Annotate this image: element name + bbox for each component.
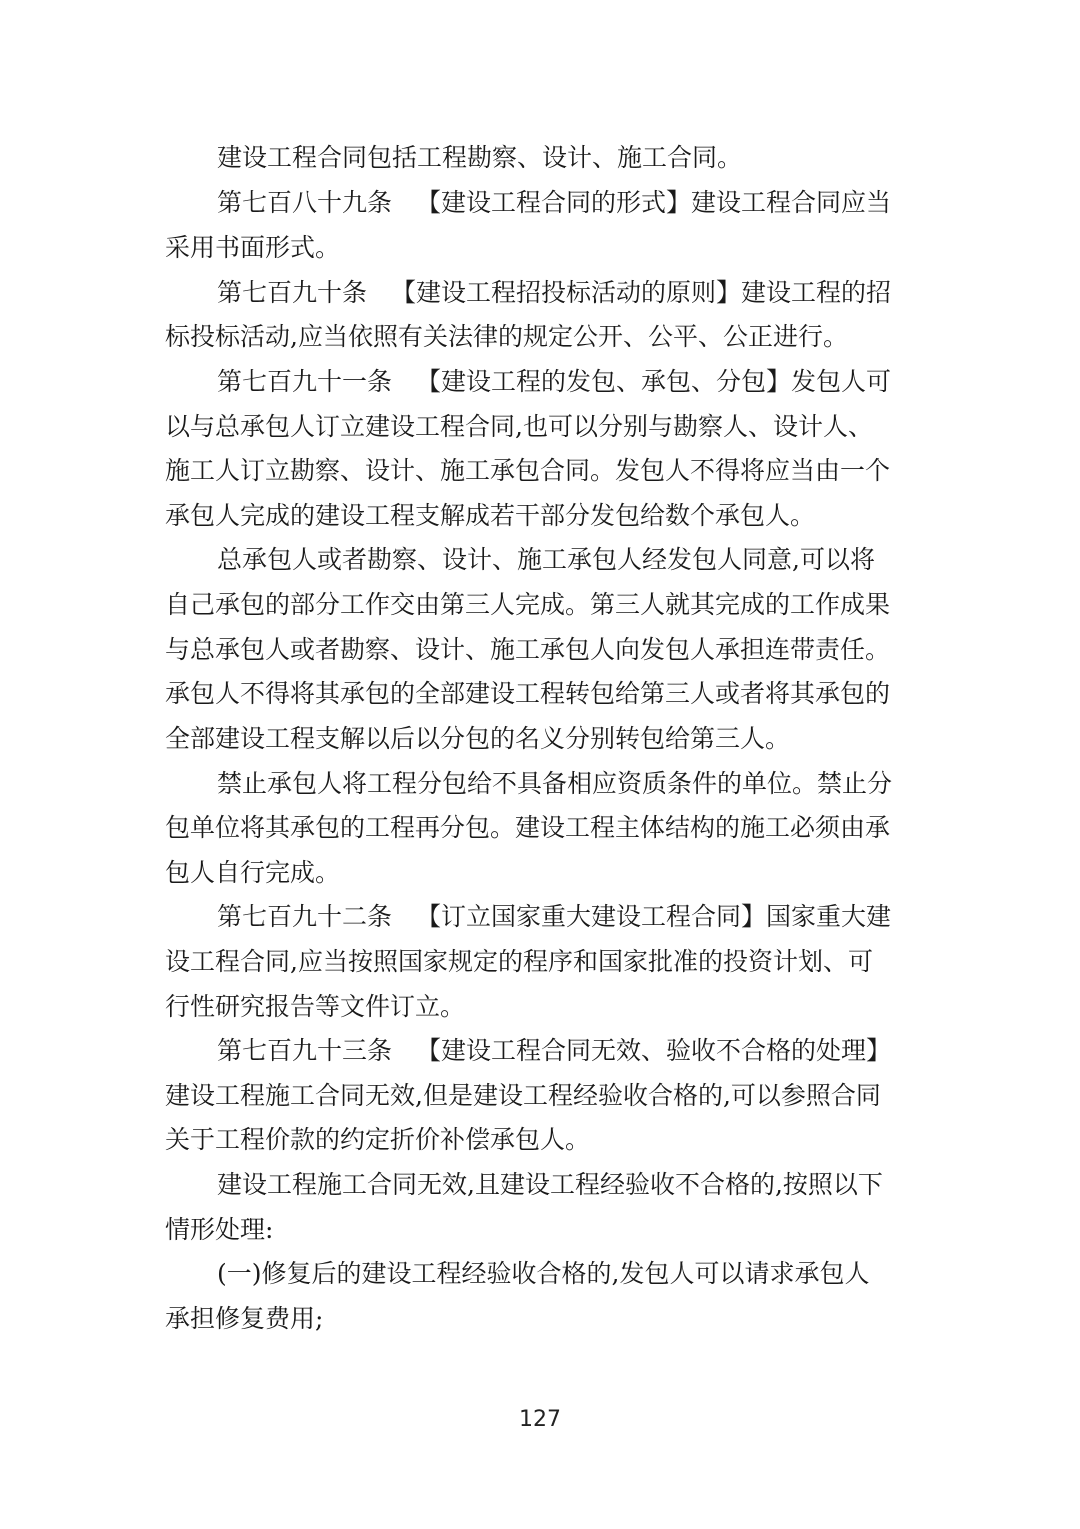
text-line: 总承包人或者勘察、设计、施工承包人经发包人同意,可以将: [217, 545, 875, 574]
article-title: 【建设工程的发包、承包、分包】发包人可: [416, 367, 892, 396]
text-line: 自己承包的部分工作交由第三人完成。第三人就其完成的工作成果: [165, 590, 891, 619]
article-title: 【订立国家重大建设工程合同】国家重大建: [416, 902, 892, 931]
text-line: 情形处理:: [165, 1215, 274, 1244]
article-790-heading: [217, 276, 891, 310]
text-line: 包单位将其承包的工程再分包。建设工程主体结构的施工必须由承: [165, 813, 891, 842]
article-number: 第七百八十九条: [217, 188, 393, 217]
text-line: 全部建设工程支解以后以分包的名义分别转包给第三人。: [165, 724, 791, 753]
text-line: 关于工程价款的约定折价补偿承包人。: [165, 1125, 591, 1154]
article-793-heading: [217, 1034, 891, 1068]
article-title: 【建设工程合同无效、验收不合格的处理】: [416, 1036, 892, 1065]
article-number: 第七百九十二条: [217, 902, 393, 931]
article-number: 第七百九十一条: [217, 367, 393, 396]
text-line: 以与总承包人订立建设工程合同,也可以分别与勘察人、设计人、: [165, 412, 873, 441]
text-line: 建设工程施工合同无效,且建设工程经验收不合格的,按照以下: [217, 1170, 883, 1199]
article-title: 【建设工程合同的形式】建设工程合同应当: [416, 188, 892, 217]
text-line: 标投标活动,应当依照有关法律的规定公开、公平、公正进行。: [165, 322, 848, 351]
text-line: 承担修复费用;: [165, 1304, 324, 1333]
text-line: (一)修复后的建设工程经验收合格的,发包人可以请求承包人: [217, 1259, 870, 1288]
text-line: 行性研究报告等文件订立。: [165, 992, 466, 1021]
article-791-heading: [217, 365, 891, 399]
text-line: 建设工程合同包括工程勘察、设计、施工合同。: [217, 143, 743, 172]
page-number: 127: [519, 1407, 561, 1432]
article-number: 第七百九十三条: [217, 1036, 393, 1065]
text-line: 承包人完成的建设工程支解成若干部分发包给数个承包人。: [165, 501, 816, 530]
article-789-heading: [217, 186, 891, 220]
text-line: 禁止承包人将工程分包给不具备相应资质条件的单位。禁止分: [217, 769, 893, 798]
text-line: 建设工程施工合同无效,但是建设工程经验收合格的,可以参照合同: [165, 1081, 881, 1110]
text-line: 设工程合同,应当按照国家规定的程序和国家批准的投资计划、可: [165, 947, 873, 976]
article-number: 第七百九十条: [217, 278, 368, 307]
text-line: 采用书面形式。: [165, 233, 341, 262]
article-792-heading: [217, 900, 891, 934]
article-title: 【建设工程招投标活动的原则】建设工程的招: [391, 278, 892, 307]
text-line: 施工人订立勘察、设计、施工承包合同。发包人不得将应当由一个: [165, 456, 891, 485]
text-line: 包人自行完成。: [165, 858, 341, 887]
text-line: 承包人不得将其承包的全部建设工程转包给第三人或者将其承包的: [165, 679, 891, 708]
text-line: 与总承包人或者勘察、设计、施工承包人向发包人承担连带责任。: [165, 635, 891, 664]
